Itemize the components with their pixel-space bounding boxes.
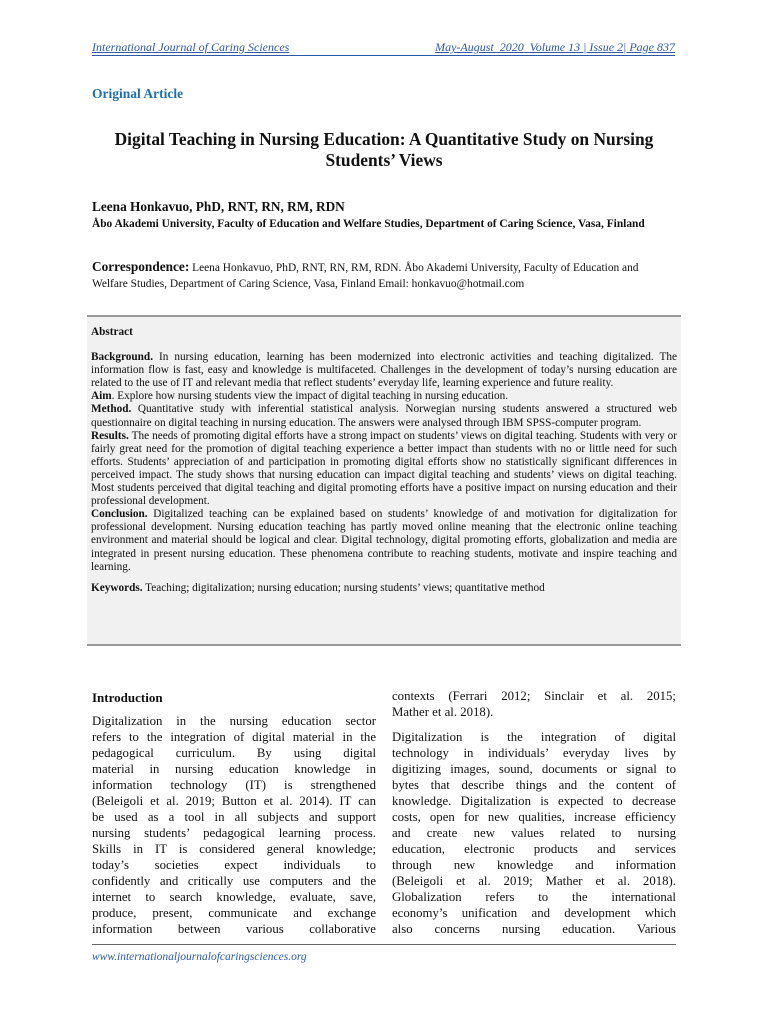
text-line: (Beleigoli et al. 2019; Button et al. 2014). IT can [92,794,376,808]
abstract-results [91,430,677,509]
text-line: refers to the integration of digital material in the [92,730,376,744]
abstract-text: The needs of promoting digital efforts have a strong impact on students’ views on digital teaching. Students with very or fairly great need for the promotion of digital teaching experience a better impact than students with no or little need for such efforts. Students’ appreciation of and participation in promoting digital efforts show no statistically significant differences in perceived impact. The study shows that nursing education can impact digital teaching and students’ views on digital teaching. Most students perceived that digital teaching and digital promoting efforts have a positive impact on nursing education and their professional development. [91,429,677,508]
abstract-label: Aim [91,390,112,403]
text-line: education, electronic products and services [392,842,676,856]
journal-name: International Journal of Caring Sciences [92,40,290,54]
correspondence-label: Correspondence: [92,259,190,274]
abstract-conclusion [91,508,677,573]
text-line: bytes that describe things and the content of [392,778,676,792]
text-line: Skills in IT is considered general knowledge; [92,842,376,856]
text-line: material in nursing education knowledge in [92,762,376,776]
text-line: Globalization refers to the international [392,890,676,904]
keywords-text: Teaching; digitalization; nursing education; nursing students’ views; quantitative method [142,581,545,594]
text-line: information between various collaborative [92,922,376,936]
digitalization-paragraph [392,729,676,937]
text-line: produce, present, communicate and exchange [92,906,376,920]
text-line: Digitalization in the nursing education sector [92,714,376,728]
abstract-heading: Abstract [91,326,133,338]
text-line: technology in individuals’ everyday lives by [392,746,676,760]
abstract-method [91,403,677,429]
text-line: knowledge. Digitalization is expected to decrease [392,794,676,808]
correspondence-text: Leena Honkavuo, PhD, RNT, RN, RM, RDN. Åbo Akademi University, Faculty of Education and Welfare Studies, Department of Caring Science, Vasa, Finland Email: honkavuo@hotmail.com [92,262,639,290]
title-line: Digital Teaching in Nursing Education: A Quantitative Study on Nursing [114,129,654,149]
article-type-label: Original Article [92,86,184,101]
text-line: contexts (Ferrari 2012; Sinclair et al. 2015; [392,689,676,703]
article-title [92,129,676,171]
text-line: be used as a tool in all subjects and support [92,810,376,824]
text-line: digitizing images, sound, documents or signal to [392,762,676,776]
keywords-label: Keywords. [91,581,143,594]
paragraph-continued [392,688,676,720]
running-header [92,40,675,56]
text-line: economy’s unification and development which [392,906,676,920]
text-line: nursing students’ pedagogical learning process. [92,826,376,840]
text-line: through new knowledge and information [392,858,676,872]
abstract-box [87,315,681,646]
left-column [92,690,376,937]
text-line: information technology (IT) is strengthened [92,778,376,792]
abstract-label: Conclusion. [91,508,148,521]
footer-rule [92,944,676,945]
keywords [91,582,677,595]
abstract-label: Method. [91,403,132,416]
text-line: Digitalization is the integration of digital [392,730,676,744]
text-line: internet to search knowledge, evaluate, save, [92,890,376,904]
text-line: costs, open for new qualities, increase efficiency [392,810,676,824]
abstract-text: . Explore how nursing students view the impact of digital teaching in nursing education. [111,390,509,403]
intro-paragraph [92,713,376,937]
abstract-aim [91,390,677,403]
affiliation: Åbo Akademi University, Faculty of Education and Welfare Studies, Department of Caring Science, Vasa, Finland [92,218,645,230]
correspondence [92,259,676,292]
text-line: (Beleigoli et al. 2019; Mather et al. 2018). [392,874,676,888]
author-line: Leena Honkavuo, PhD, RNT, RN, RM, RDN [92,199,345,214]
footer-url[interactable]: www.internationaljournalofcaringsciences.org [92,951,307,963]
abstract-text: In nursing education, learning has been modernized into electronic activities and teaching digitalized. The information flow is fast, easy and knowledge is multifaceted. Challenges in the development of today’s nursing education are related to the use of IT and relevant media that reflect students’ everyday life, learning experience and future reality. [91,351,677,390]
text-line: today’s societies expect individuals to [92,858,376,872]
text-line: Mather et al. 2018). [392,705,494,719]
title-line: Students’ Views [325,150,443,170]
header-rule [92,55,675,56]
text-line: also concerns nursing education. Various [392,922,676,936]
issue-info: May-August 2020 Volume 13 | Issue 2| Page 837 [435,40,675,54]
abstract-background [91,351,677,390]
abstract-text: Quantitative study with inferential statistical analysis. Norwegian nursing students answered a structured web questionnaire on digital teaching in nursing education. The answers were analysed through IBM SPSS-computer program. [91,403,677,429]
text-line: and create new values related to nursing [392,826,676,840]
abstract-label: Background. [91,351,154,364]
abstract-text: Digitalized teaching can be explained based on students’ knowledge of and motivation for digitalization for professional development. Nursing education teaching has partly moved online meaning that the electronic online teaching environment and material should be logical and clear. Digital technology, digital promoting efforts, globalization and media are integrated in present nursing education. These phenomena contribute to reaching students, motivate and inspire teaching and learning. [91,508,677,573]
section-heading-introduction: Introduction [92,690,163,705]
right-column [392,688,676,937]
text-line: pedagogical curriculum. By using digital [92,746,376,760]
abstract-label: Results. [91,429,129,442]
text-line: confidently and critically use computers and the [92,874,376,888]
